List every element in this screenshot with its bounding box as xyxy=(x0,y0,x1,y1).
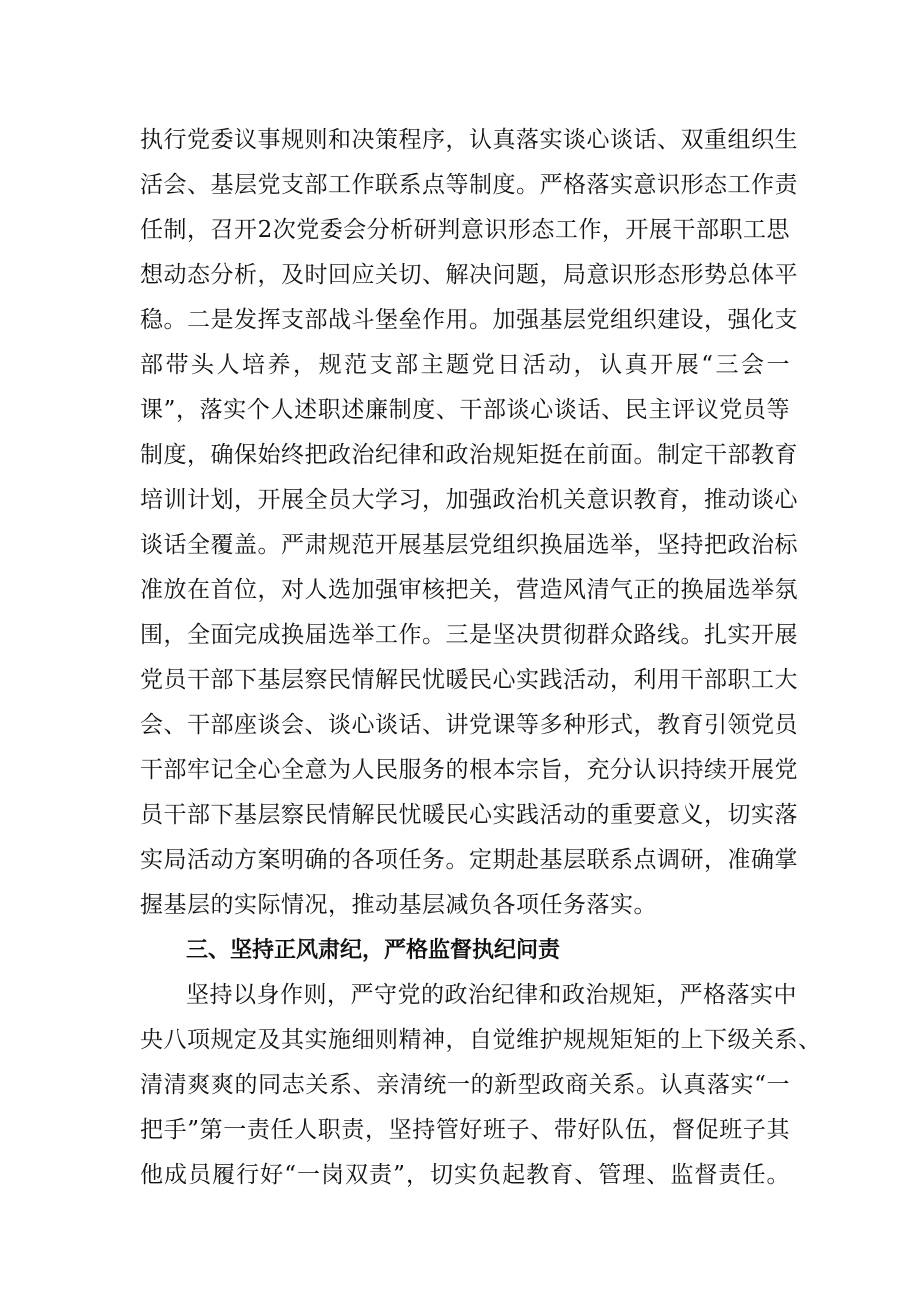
paragraph-line: 会、干部座谈会、谈心谈话、讲党课等多种形式，教育引领党员 xyxy=(140,712,798,738)
paragraph-line: 部带头人培养，规范支部主题党日活动，认真开展“三会一 xyxy=(140,352,790,378)
paragraph-line: 央八项规定及其实施细则精神，自觉维护规规矩矩的上下级关系、 xyxy=(140,1027,822,1053)
paragraph-line: 他成员履行好“一岗双责”，切实负起教育、管理、监督责任。 xyxy=(140,1162,790,1188)
paragraph-line: 准放在首位，对人选加强审核把关，营造风清气正的换届选举氛 xyxy=(140,577,798,603)
paragraph-line: 握基层的实际情况，推动基层减负各项任务落实。 xyxy=(140,892,657,918)
paragraph-line: 执行党委议事规则和决策程序，认真落实谈心谈话、双重组织生 xyxy=(140,127,798,153)
paragraph-line: 坚持以身作则，严守党的政治纪律和政治规矩，严格落实中 xyxy=(186,982,797,1008)
paragraph-line: 围，全面完成换届选举工作。三是坚决贯彻群众路线。扎实开展 xyxy=(140,622,798,648)
paragraph-line: 员干部下基层察民情解民忧暖民心实践活动的重要意义，切实落 xyxy=(140,802,798,828)
paragraph-line: 把手”第一责任人职责，坚持管好班子、带好队伍，督促班子其 xyxy=(140,1117,790,1143)
section-heading: 三、坚持正风肃纪，严格监督执纪问责 xyxy=(186,938,561,963)
paragraph-line: 培训计划，开展全员大学习，加强政治机关意识教育，推动谈心 xyxy=(140,487,798,513)
paragraph-line: 干部牢记全心全意为人民服务的根本宗旨，充分认识持续开展党 xyxy=(140,757,798,783)
paragraph-line: 谈话全覆盖。严肃规范开展基层党组织换届选举，坚持把政治标 xyxy=(140,532,798,558)
paragraph-line: 实局活动方案明确的各项任务。定期赴基层联系点调研，准确掌 xyxy=(140,847,798,873)
paragraph-line: 任制，召开2次党委会分析研判意识形态工作，开展干部职工思 xyxy=(140,217,790,243)
paragraph-line: 稳。二是发挥支部战斗堡垒作用。加强基层党组织建设，强化支 xyxy=(140,307,798,333)
paragraph-line: 课”，落实个人述职述廉制度、干部谈心谈话、民主评议党员等 xyxy=(140,397,790,423)
paragraph-line: 活会、基层党支部工作联系点等制度。严格落实意识形态工作责 xyxy=(140,172,798,198)
paragraph-line: 制度，确保始终把政治纪律和政治规矩挺在前面。制定干部教育 xyxy=(140,442,798,468)
paragraph-line: 清清爽爽的同志关系、亲清统一的新型政商关系。认真落实“一 xyxy=(140,1072,790,1098)
paragraph-line: 想动态分析，及时回应关切、解决问题，局意识形态形势总体平 xyxy=(140,262,798,288)
paragraph-continuation xyxy=(140,118,822,1198)
paragraph-line: 党员干部下基层察民情解民忧暖民心实践活动，利用干部职工大 xyxy=(140,667,798,693)
